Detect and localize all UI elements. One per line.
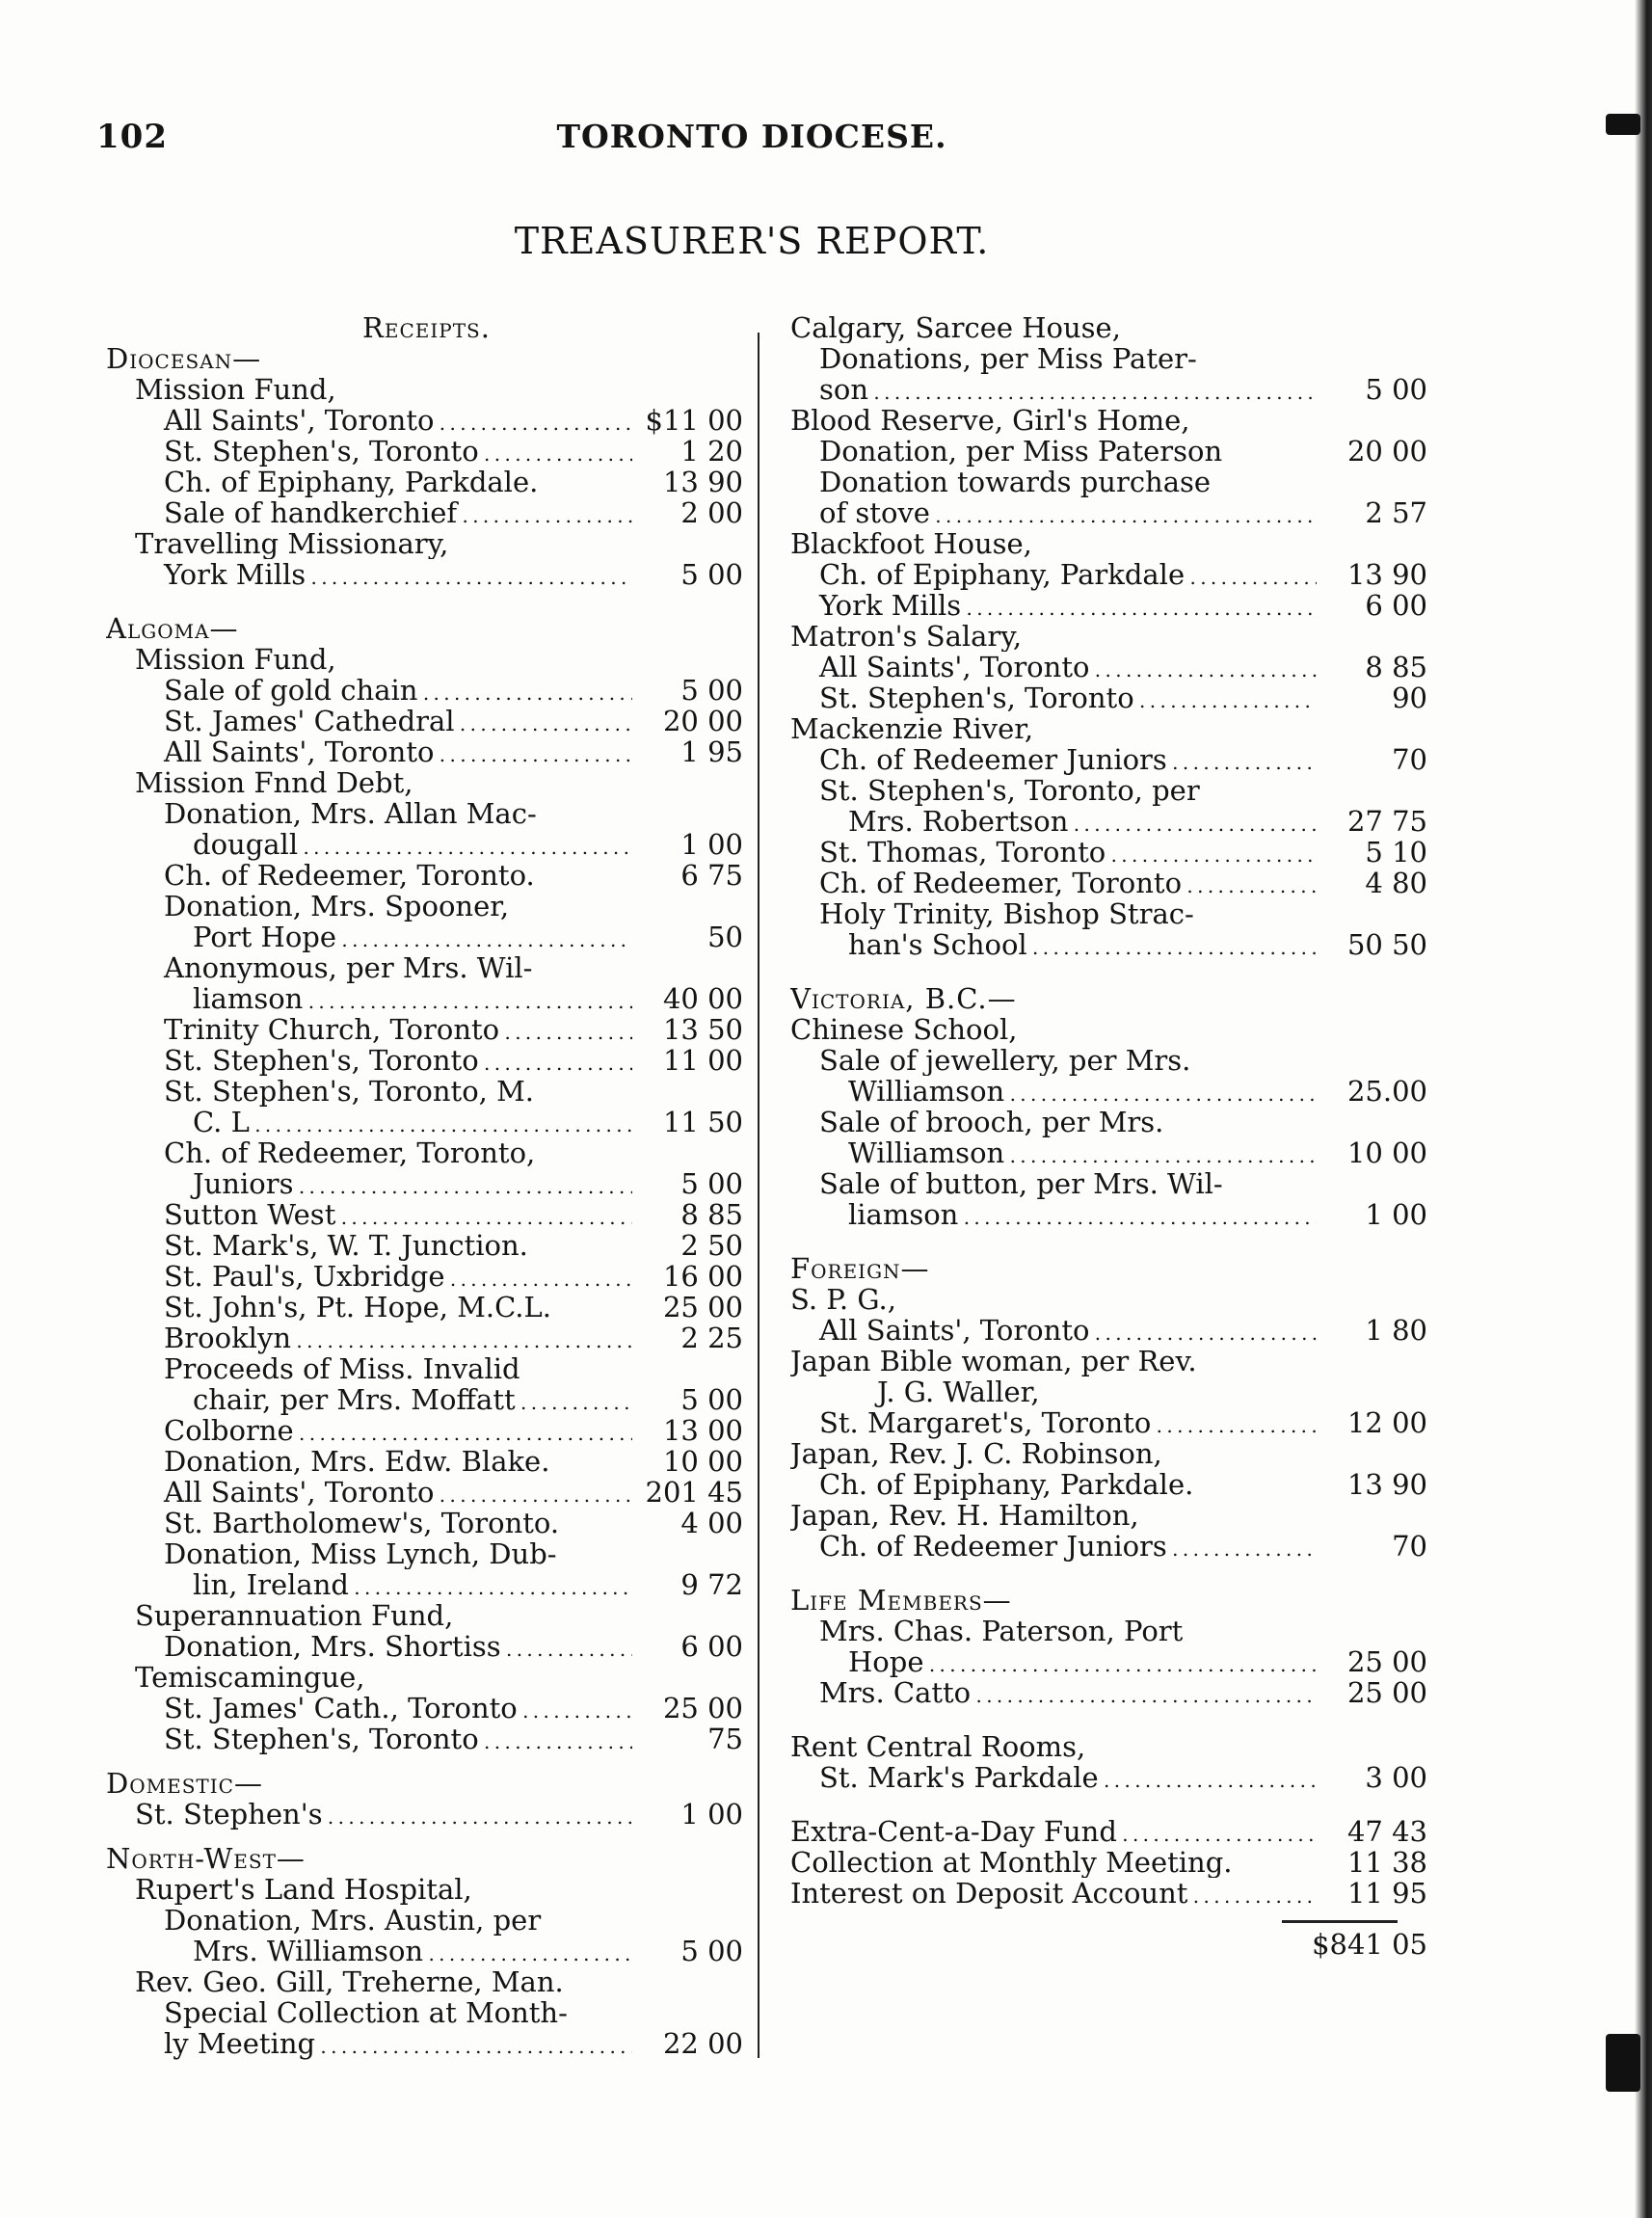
- entry-amount: 5 00: [680, 1167, 743, 1200]
- ledger-line: [790, 1762, 1431, 1793]
- entry-label: of stove . . .: [790, 497, 1317, 531]
- section-heading: [106, 1843, 747, 1874]
- entry-amount: 25 00: [1346, 1645, 1427, 1678]
- entry-amount: 6 75: [680, 859, 743, 892]
- section-label: Foreign—: [790, 1253, 930, 1284]
- column-divider: [758, 333, 759, 2058]
- entry-label: Rupert's Land Hospital,: [135, 1874, 472, 1905]
- entry-label: Sale of handkerchief . . .: [106, 497, 632, 531]
- ledger-line: [106, 983, 747, 1014]
- entry-label: Ch. of Redeemer Juniors . . .: [790, 744, 1317, 778]
- entry-amount: 27 75: [1346, 805, 1427, 838]
- entry-label: Donation, Mrs. Allan Mac-: [164, 798, 537, 829]
- ledger-line: [790, 343, 1431, 374]
- entry-label: lin, Ireland . . .: [106, 1569, 632, 1603]
- entry-label: All Saints', Toronto . . .: [106, 405, 632, 439]
- ledger-line: [790, 806, 1431, 837]
- entry-label: St. Stephen's, Toronto . . .: [106, 1724, 632, 1757]
- entry-label: son . . .: [790, 374, 1317, 408]
- entry-label: Donation, Mrs. Edw. Blake.: [164, 1446, 550, 1477]
- ledger-line: [790, 713, 1431, 744]
- entry-label: Mrs. Chas. Paterson, Port: [819, 1616, 1184, 1646]
- entry-amount: 50: [707, 921, 743, 953]
- entry-label: St. Bartholomew's, Toronto.: [164, 1508, 560, 1538]
- entry-label: Calgary, Sarcee House,: [790, 312, 1121, 343]
- ledger-line: [790, 1500, 1431, 1531]
- entry-label: Travelling Missionary,: [135, 528, 449, 559]
- ledger-line: [790, 1407, 1431, 1438]
- entry-amount: 22 00: [662, 2027, 743, 2060]
- entry-label: St. James' Cathedral . . .: [106, 706, 632, 739]
- entry-amount: 70: [1392, 1530, 1427, 1563]
- ledger-line: [790, 744, 1431, 775]
- entry-label: Japan, Rev. J. C. Robinson,: [790, 1438, 1162, 1469]
- entry-amount: 5 00: [680, 558, 743, 591]
- ledger-line: [790, 1199, 1431, 1230]
- spacer: [106, 590, 747, 613]
- ledger-line: [790, 1137, 1431, 1168]
- entry-label: han's School . . .: [790, 929, 1317, 963]
- ledger-line: [106, 1384, 747, 1415]
- entry-label: St. Mark's, W. T. Junction.: [164, 1230, 528, 1261]
- ledger-line: [790, 868, 1431, 898]
- ledger-line: [790, 929, 1431, 960]
- ledger-line: [106, 675, 747, 706]
- ledger-line: [106, 2028, 747, 2059]
- entry-amount: 20 00: [662, 705, 743, 737]
- entry-label: St. Stephen's, Toronto, per: [819, 775, 1200, 806]
- entry-amount: 50 50: [1346, 928, 1427, 961]
- entry-label: Ch. of Redeemer, Toronto,: [164, 1137, 536, 1168]
- ledger-line: [790, 1731, 1431, 1762]
- ledger-line: [106, 829, 747, 860]
- entry-label: St. Stephen's, Toronto . . .: [106, 436, 632, 469]
- ledger-line: [106, 467, 747, 497]
- ledger-line: [106, 1292, 747, 1323]
- spacer: [790, 1708, 1431, 1731]
- ledger-line: [106, 1168, 747, 1199]
- entry-label: Donation, per Miss Paterson: [819, 436, 1223, 467]
- entry-label: Trinity Church, Toronto . . .: [106, 1014, 632, 1048]
- left-column: [106, 312, 747, 2059]
- ledger-line: [790, 312, 1431, 343]
- section-label: Victoria, B.C.—: [790, 983, 1017, 1014]
- spacer: [790, 1230, 1431, 1253]
- entry-label: Williamson . . .: [790, 1137, 1317, 1171]
- entry-label: St. Paul's, Uxbridge . . .: [106, 1261, 632, 1295]
- entry-label: York Mills . . .: [790, 590, 1317, 624]
- entry-label: Mission Fund,: [135, 644, 336, 675]
- entry-label: Ch. of Redeemer, Toronto.: [164, 860, 535, 891]
- entry-label: Mrs. Robertson . . .: [790, 806, 1317, 840]
- entry-amount: 11 95: [1346, 1877, 1427, 1910]
- entry-label: Rent Central Rooms,: [790, 1731, 1086, 1762]
- ledger-line: [106, 1724, 747, 1754]
- entry-label: Holy Trinity, Bishop Strac-: [819, 898, 1194, 929]
- entry-label: All Saints', Toronto . . .: [106, 1477, 632, 1510]
- ledger-line: [106, 1631, 747, 1662]
- ledger-line: [106, 559, 747, 590]
- entry-label: Brooklyn . . .: [106, 1323, 632, 1356]
- ledger-line: [106, 706, 747, 736]
- ledger-line: [790, 1438, 1431, 1469]
- entry-label: St. Stephen's, Toronto, M.: [164, 1076, 535, 1107]
- entry-amount: 10 00: [662, 1445, 743, 1478]
- entry-label: liamson . . .: [790, 1199, 1317, 1233]
- ledger-line: [790, 1076, 1431, 1107]
- entry-label: York Mills . . .: [106, 559, 632, 593]
- entry-amount: 1 80: [1365, 1314, 1427, 1347]
- ledger-line: [106, 1107, 747, 1137]
- ledger-line: [106, 1799, 747, 1830]
- entry-amount: 201 45: [645, 1476, 743, 1509]
- section-label: North-West—: [106, 1843, 306, 1874]
- entry-label: Japan, Rev. H. Hamilton,: [790, 1500, 1139, 1531]
- entry-label: St. John's, Pt. Hope, M.C.L.: [164, 1292, 551, 1323]
- section-heading: [790, 1253, 1431, 1284]
- entry-amount: 13 90: [662, 466, 743, 498]
- entry-label: St. Stephen's, Toronto . . .: [106, 1045, 632, 1079]
- ledger-line: [106, 1446, 747, 1477]
- entry-amount: 3 00: [1365, 1761, 1427, 1794]
- ledger-line: [106, 798, 747, 829]
- entry-label: St. Mark's Parkdale . . .: [790, 1762, 1317, 1796]
- ledger-line: [106, 1477, 747, 1508]
- ledger-line: [790, 837, 1431, 868]
- entry-amount: 1 95: [680, 735, 743, 768]
- entry-amount: 2 00: [680, 496, 743, 529]
- entry-amount: 8 85: [1365, 651, 1427, 683]
- entry-amount: 1 00: [680, 828, 743, 861]
- ledger-line: [106, 1199, 747, 1230]
- ledger-line: [790, 1646, 1431, 1677]
- entry-amount: 16 00: [662, 1260, 743, 1293]
- ledger-line: [106, 767, 747, 798]
- entry-amount: 2 50: [680, 1229, 743, 1262]
- ledger-line: [106, 860, 747, 891]
- entry-label: Superannuation Fund,: [135, 1600, 454, 1631]
- page-edge-shadow: [1635, 0, 1652, 2218]
- entry-label: Sale of gold chain . . .: [106, 675, 632, 708]
- entry-label: Sale of brooch, per Mrs.: [819, 1107, 1164, 1137]
- entry-label: Sale of jewellery, per Mrs.: [819, 1045, 1191, 1076]
- entry-amount: 6 00: [680, 1630, 743, 1663]
- entry-amount: 5 10: [1365, 836, 1427, 868]
- entry-amount: 2 57: [1365, 496, 1427, 529]
- entry-label: St. James' Cath., Toronto . . .: [106, 1693, 632, 1726]
- entry-label: Juniors . . .: [106, 1168, 632, 1202]
- ledger-line: [106, 1076, 747, 1107]
- ledger-line: [790, 1929, 1431, 1960]
- ledger-line: [106, 1966, 747, 1997]
- entry-amount: 75: [707, 1723, 743, 1755]
- ledger-line: [790, 436, 1431, 467]
- entry-label: Anonymous, per Mrs. Wil-: [164, 952, 533, 983]
- ledger-line: [790, 1531, 1431, 1562]
- entry-label: Hope . . .: [790, 1646, 1317, 1680]
- entry-label: C. L . . .: [106, 1107, 632, 1140]
- ledger-line: [106, 891, 747, 922]
- entry-label: chair, per Mrs. Moffatt . . .: [106, 1384, 632, 1418]
- entry-label: Temiscamingue,: [135, 1662, 365, 1693]
- entry-label: Sale of button, per Mrs. Wil-: [819, 1168, 1223, 1199]
- entry-label: Blackfoot House,: [790, 528, 1032, 559]
- ledger-line: [790, 1315, 1431, 1346]
- total-rule: [1282, 1920, 1398, 1923]
- ledger-line: [790, 1014, 1431, 1045]
- ledger-line: [106, 1014, 747, 1045]
- section-heading: [790, 983, 1431, 1014]
- ledger-line: [790, 559, 1431, 590]
- ledger-line: [106, 736, 747, 767]
- ledger-line: [106, 436, 747, 467]
- spacer: [790, 1793, 1431, 1816]
- entry-amount: 13 90: [1346, 558, 1427, 591]
- entry-label: Mission Fnnd Debt,: [135, 767, 413, 798]
- entry-label: Extra-Cent-a-Day Fund . . .: [790, 1816, 1317, 1850]
- entry-amount: 11 38: [1346, 1846, 1427, 1879]
- ledger-line: [106, 1353, 747, 1384]
- ledger-line: [790, 1816, 1431, 1847]
- entry-amount: 11 00: [662, 1044, 743, 1077]
- grand-total: $841 05: [1312, 1928, 1427, 1961]
- entry-amount: 13 90: [1346, 1468, 1427, 1501]
- ledger-line: [790, 1107, 1431, 1137]
- entry-amount: 20 00: [1346, 435, 1427, 468]
- section-heading: [106, 343, 747, 374]
- entry-label: Donation, Miss Lynch, Dub-: [164, 1538, 557, 1569]
- ledger-line: [790, 1878, 1431, 1909]
- entry-amount: 5 00: [1365, 373, 1427, 406]
- ledger-line: [106, 497, 747, 528]
- ledger-line: [790, 590, 1431, 621]
- entry-amount: 1 00: [680, 1798, 743, 1831]
- entry-label: Ch. of Epiphany, Parkdale.: [164, 467, 539, 497]
- entry-label: Donations, per Miss Pater-: [819, 343, 1197, 374]
- ledger-line: [106, 1874, 747, 1905]
- section-heading: [106, 613, 747, 644]
- ledger-line: [106, 1261, 747, 1292]
- entry-amount: 9 72: [680, 1568, 743, 1601]
- ledger-line: [790, 374, 1431, 405]
- entry-label: S. P. G.,: [790, 1284, 896, 1315]
- ledger-line: [106, 1936, 747, 1966]
- entry-amount: 10 00: [1346, 1136, 1427, 1169]
- entry-amount: 5 00: [680, 674, 743, 707]
- entry-amount: 40 00: [662, 982, 743, 1015]
- ledger-line: [790, 898, 1431, 929]
- ledger-line: [106, 1693, 747, 1724]
- ledger-line: [106, 1230, 747, 1261]
- entry-label: Ch. of Epiphany, Parkdale . . .: [790, 559, 1317, 593]
- section-label: Domestic—: [106, 1768, 263, 1799]
- entry-label: Japan Bible woman, per Rev.: [790, 1346, 1197, 1376]
- entry-amount: 90: [1392, 681, 1427, 714]
- entry-label: Mrs. Williamson . . .: [106, 1936, 632, 1969]
- entry-label: J. G. Waller,: [877, 1376, 1040, 1407]
- entry-amount: 4 80: [1365, 867, 1427, 899]
- ledger-line: [106, 922, 747, 952]
- report-title: TREASURER'S REPORT.: [514, 220, 990, 262]
- section-label: Life Members—: [790, 1585, 1012, 1616]
- entry-amount: 25 00: [1346, 1676, 1427, 1709]
- entry-label: Donation, Mrs. Shortiss . . .: [106, 1631, 632, 1665]
- ledger-line: [106, 1662, 747, 1693]
- running-head: TORONTO DIOCESE.: [556, 118, 947, 155]
- entry-label: Ch. of Redeemer Juniors . . .: [790, 1531, 1317, 1564]
- entry-label: St. Margaret's, Toronto . . .: [790, 1407, 1317, 1441]
- ledger-line: [106, 1569, 747, 1600]
- binding-mark: [1606, 114, 1640, 135]
- ledger-line: [790, 1346, 1431, 1376]
- entry-label: Matron's Salary,: [790, 621, 1023, 652]
- column-heading: Receipts.: [362, 311, 491, 344]
- entry-label: Donation towards purchase: [819, 467, 1212, 497]
- entry-amount: 5 00: [680, 1383, 743, 1416]
- entry-label: Blood Reserve, Girl's Home,: [790, 405, 1190, 436]
- entry-amount: 6 00: [1365, 589, 1427, 622]
- entry-label: Rev. Geo. Gill, Treherne, Man.: [135, 1966, 564, 1997]
- entry-label: All Saints', Toronto . . .: [790, 652, 1317, 685]
- ledger-line: [790, 405, 1431, 436]
- binding-mark: [1606, 2034, 1640, 2092]
- ledger-line: [106, 1045, 747, 1076]
- entry-amount: 5 00: [680, 1935, 743, 1967]
- entry-label: dougall . . .: [106, 829, 632, 863]
- entry-label: Interest on Deposit Account . . .: [790, 1878, 1317, 1911]
- ledger-line: [106, 1137, 747, 1168]
- entry-label: All Saints', Toronto . . .: [790, 1315, 1317, 1349]
- ledger-line: [790, 1045, 1431, 1076]
- ledger-line: [106, 644, 747, 675]
- ledger-line: [790, 467, 1431, 497]
- entry-amount: 11 50: [662, 1106, 743, 1138]
- entry-amount: 70: [1392, 743, 1427, 776]
- entry-label: Mackenzie River,: [790, 713, 1034, 744]
- ledger-line: [790, 775, 1431, 806]
- page-number: 102: [96, 118, 168, 156]
- entry-label: ly Meeting . . .: [106, 2028, 632, 2062]
- entry-amount: 25 00: [662, 1291, 743, 1323]
- entry-amount: 47 43: [1346, 1815, 1427, 1848]
- section-heading: [790, 1585, 1431, 1616]
- entry-label: Mission Fund,: [135, 374, 336, 405]
- entry-label: Port Hope . . .: [106, 922, 632, 955]
- ledger-line: [106, 1538, 747, 1569]
- entry-amount: $11 00: [645, 404, 743, 437]
- ledger-line: [106, 405, 747, 436]
- entry-amount: 12 00: [1346, 1406, 1427, 1439]
- ledger-line: [106, 1997, 747, 2028]
- section-label: Algoma—: [106, 613, 239, 644]
- ledger-line: [106, 1905, 747, 1936]
- ledger-line: [790, 682, 1431, 713]
- entry-label: Ch. of Epiphany, Parkdale.: [819, 1469, 1194, 1500]
- entry-label: Sutton West . . .: [106, 1199, 632, 1233]
- spacer: [790, 1562, 1431, 1585]
- entry-amount: 25.00: [1346, 1075, 1427, 1108]
- spacer: [790, 960, 1431, 983]
- ledger-line: [790, 1469, 1431, 1500]
- entry-label: liamson . . .: [106, 983, 632, 1017]
- entry-amount: 13 50: [662, 1013, 743, 1046]
- ledger-line: [790, 528, 1431, 559]
- section-heading: [106, 1768, 747, 1799]
- section-label: Diocesan—: [106, 343, 262, 374]
- ledger-line: [106, 1600, 747, 1631]
- entry-amount: 25 00: [662, 1692, 743, 1724]
- entry-label: St. Thomas, Toronto . . .: [790, 837, 1317, 870]
- right-column: [790, 312, 1431, 1960]
- ledger-line: [790, 1284, 1431, 1315]
- ledger-line: [790, 621, 1431, 652]
- entry-label: Collection at Monthly Meeting.: [790, 1847, 1233, 1878]
- ledger-line: [106, 1415, 747, 1446]
- ledger-line: [790, 652, 1431, 682]
- ledger-line: [790, 1847, 1431, 1878]
- entry-amount: 8 85: [680, 1198, 743, 1231]
- ledger-line: [790, 1168, 1431, 1199]
- entry-label: St. Stephen's, Toronto . . .: [790, 682, 1317, 716]
- ledger-line: [106, 1508, 747, 1538]
- ledger-line: [790, 497, 1431, 528]
- entry-label: Williamson . . .: [790, 1076, 1317, 1109]
- ledger-line: [106, 952, 747, 983]
- entry-label: St. Stephen's . . .: [106, 1799, 632, 1832]
- entry-label: Special Collection at Month-: [164, 1997, 568, 2028]
- entry-label: Colborne . . .: [106, 1415, 632, 1449]
- entry-amount: 2 25: [680, 1322, 743, 1354]
- entry-label: Ch. of Redeemer, Toronto . . .: [790, 868, 1317, 901]
- ledger-line: [106, 1323, 747, 1353]
- ledger-line: [790, 1677, 1431, 1708]
- ledger-line: [790, 1616, 1431, 1646]
- entry-amount: 1 00: [1365, 1198, 1427, 1231]
- entry-amount: 13 00: [662, 1414, 743, 1447]
- ledger-line: [106, 374, 747, 405]
- entry-label: Proceeds of Miss. Invalid: [164, 1353, 520, 1384]
- entry-label: Donation, Mrs. Austin, per: [164, 1905, 542, 1936]
- entry-amount: 1 20: [680, 435, 743, 468]
- ledger-line: [790, 1376, 1431, 1407]
- entry-label: All Saints', Toronto . . .: [106, 736, 632, 770]
- entry-label: Chinese School,: [790, 1014, 1018, 1045]
- entry-label: Donation, Mrs. Spooner,: [164, 891, 510, 922]
- entry-label: Mrs. Catto . . .: [790, 1677, 1317, 1711]
- entry-amount: 4 00: [680, 1507, 743, 1539]
- ledger-line: [106, 528, 747, 559]
